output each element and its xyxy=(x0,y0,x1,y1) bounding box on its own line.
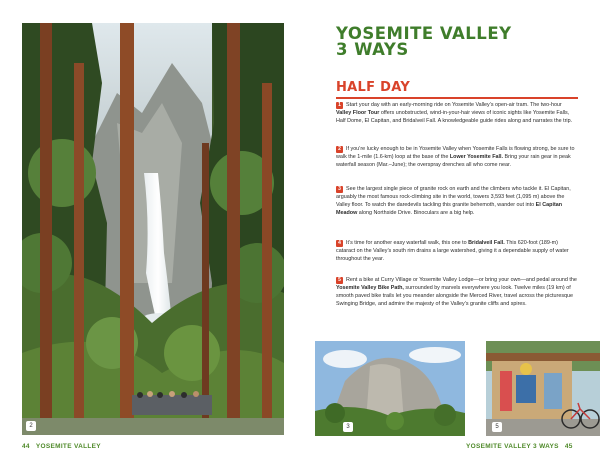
itinerary-item xyxy=(336,145,578,169)
item-highlight: Bridalveil Fall. xyxy=(468,240,505,246)
bike-rental-illustration xyxy=(486,341,600,436)
item-text: Start your day with an early-morning ride on Yosemite Valley’s open-air tram. The two-hour xyxy=(346,102,562,108)
item-text: It’s time for another easy waterfall walk, this one to xyxy=(346,240,469,246)
item-highlight: Yosemite Valley Bike Path, xyxy=(336,285,404,291)
item-text: Rent a bike at Curry Village or Yosemite Valley Lodge—or bring your own—and pedal around the xyxy=(346,277,577,283)
item-highlight: Valley Floor Tour xyxy=(336,110,380,116)
item-number-badge: 4 xyxy=(336,240,343,247)
photo-caption-number: 3 xyxy=(343,422,353,432)
photo-caption-number: 2 xyxy=(26,421,36,431)
item-highlight: El Capitan Meadow xyxy=(336,202,563,216)
item-text: This 620-foot (189-m) cataract on the Valley’s south rim drains a large watershed, giving it a dependable supply of water throughout the year. xyxy=(336,240,569,262)
itinerary-item xyxy=(336,239,578,263)
right-folio-section: YOSEMITE VALLEY 3 WAYS xyxy=(466,443,559,450)
item-number-badge: 1 xyxy=(336,102,343,109)
item-text: offers unobstructed, wind-in-your-hair views of iconic sights like Yosemite Falls, Half Dome, El Capitan, and Bridalveil Fall. A knowledgeable guide rides along and narrates the trip. xyxy=(336,110,573,124)
item-number-badge: 5 xyxy=(336,277,343,284)
right-page-number: 45 xyxy=(564,443,573,450)
bike-rental-photo xyxy=(486,341,600,436)
left-folio xyxy=(22,443,101,450)
page-title xyxy=(336,26,512,58)
left-folio-section: YOSEMITE VALLEY xyxy=(35,443,101,450)
item-text: Bring your rain gear in peak waterfall season (Mar.–June); the overspray drenches all who come near. xyxy=(336,154,571,168)
itinerary-item xyxy=(336,276,578,308)
itinerary-item xyxy=(336,101,578,125)
section-title: HALF DAY xyxy=(336,80,411,95)
item-number-badge: 2 xyxy=(336,146,343,153)
item-text: See the largest single piece of granite rock on earth and the climbers who tackle it. El Capitan, arguably the most famous rock-climbing site in the world, towers 3,593 feet (1,095 m) above the Valley floor. To watch the daredevils tackling this granite behemoth, wander out into xyxy=(336,186,571,208)
waterfall-forest-photo xyxy=(22,23,284,435)
item-number-badge: 3 xyxy=(336,186,343,193)
el-capitan-illustration xyxy=(315,341,465,436)
el-capitan-photo xyxy=(315,341,465,436)
page-title-line-1: YOSEMITE VALLEY xyxy=(336,24,512,43)
item-text: surrounded by marvels everywhere you look. Twelve miles (19 km) of smooth paved bike trails let you meander alongside the Merced River, travel across the picturesque Swinging Bridge, and admire the majesty of the Valley’s granite cliffs and spires. xyxy=(336,285,574,307)
item-text: If you’re lucky enough to be in Yosemite Valley when Yosemite Falls is flowing strong, be sure to walk the 1-mile (1.6-km) loop at the base of the xyxy=(336,146,575,160)
right-folio xyxy=(466,443,579,450)
item-highlight: Lower Yosemite Fall. xyxy=(449,154,503,160)
section-divider xyxy=(336,97,578,99)
page-title-line-2: 3 WAYS xyxy=(336,40,409,59)
waterfall-forest-illustration xyxy=(22,23,284,435)
item-text: along Northside Drive. Binoculars are a big help. xyxy=(357,210,475,216)
itinerary-item xyxy=(336,185,578,217)
left-page-number: 44 xyxy=(22,443,30,450)
photo-caption-number: 5 xyxy=(492,422,502,432)
